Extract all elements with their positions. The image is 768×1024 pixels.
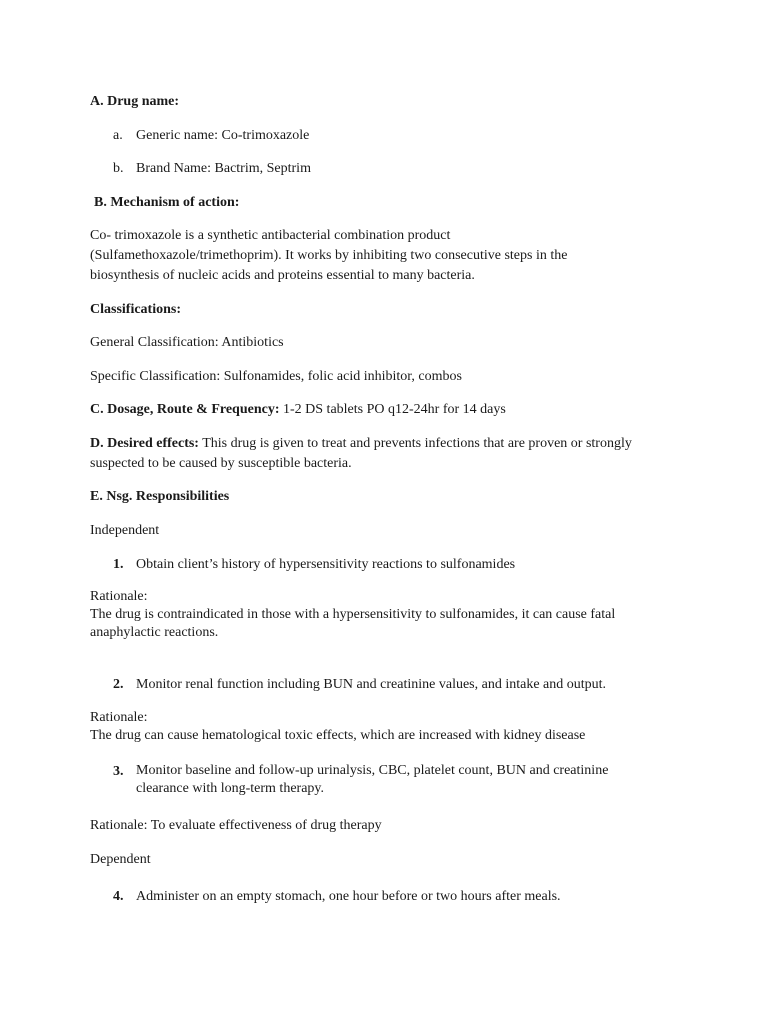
drug-name-heading: A. Drug name: <box>90 94 180 109</box>
rationale-text: The drug is contraindicated in those with a hypersensitivity to sulfonamides, it can cause fatal <box>90 607 616 622</box>
dosage-value: 1-2 DS tablets PO q12-24hr for 14 days <box>279 402 506 417</box>
rationale-label: Rationale: <box>90 710 148 725</box>
item-text: Obtain client’s history of hypersensitivity reactions to sulfonamides <box>136 557 516 572</box>
item-number: 4. <box>113 889 124 904</box>
mechanism-paragraph <box>90 226 690 286</box>
dosage-label: C. Dosage, Route & Frequency: <box>90 402 280 417</box>
generic-name: Generic name: Co-trimoxazole <box>136 128 310 143</box>
generic-name-marker: a. <box>113 128 123 143</box>
item-text: Administer on an empty stomach, one hour before or two hours after meals. <box>136 889 561 904</box>
rationale-inline: Rationale: To evaluate effectiveness of drug therapy <box>90 818 382 833</box>
rationale-block <box>90 588 690 642</box>
item-text-block <box>136 762 608 798</box>
item-number: 3. <box>113 764 124 779</box>
item-text: clearance with long-term therapy. <box>136 781 325 796</box>
classifications-heading: Classifications: <box>90 302 181 317</box>
specific-classification: Specific Classification: Sulfonamides, folic acid inhibitor, combos <box>90 369 462 384</box>
item-text: Monitor renal function including BUN and creatinine values, and intake and output. <box>136 677 607 692</box>
desired-effects-paragraph <box>90 434 690 474</box>
mechanism-line: (Sulfamethoxazole/trimethoprim). It works by inhibiting two consecutive steps in the <box>90 248 568 263</box>
rationale-text: anaphylactic reactions. <box>90 625 219 640</box>
brand-name: Brand Name: Bactrim, Septrim <box>136 161 311 176</box>
rationale-text: The drug can cause hematological toxic effects, which are increased with kidney disease <box>90 728 586 743</box>
desired-effects-text: This drug is given to treat and prevents infections that are proven or strongly <box>198 436 632 451</box>
mechanism-line: biosynthesis of nucleic acids and proteins essential to many bacteria. <box>90 268 475 283</box>
item-number: 1. <box>113 557 124 572</box>
rationale-label: Rationale: <box>90 589 148 604</box>
item-text: Monitor baseline and follow-up urinalysis, CBC, platelet count, BUN and creatinine <box>136 763 609 778</box>
brand-name-marker: b. <box>113 161 124 176</box>
dependent-label: Dependent <box>90 852 151 867</box>
desired-effects-label: D. Desired effects: <box>90 436 199 451</box>
independent-label: Independent <box>90 523 160 538</box>
general-classification: General Classification: Antibiotics <box>90 335 284 350</box>
mechanism-line: Co- trimoxazole is a synthetic antibacterial combination product <box>90 228 451 243</box>
responsibilities-heading: E. Nsg. Responsibilities <box>90 489 230 504</box>
mechanism-heading: B. Mechanism of action: <box>94 195 240 210</box>
rationale-block <box>90 709 690 745</box>
desired-effects-text: suspected to be caused by susceptible bacteria. <box>90 456 352 471</box>
item-number: 2. <box>113 677 124 692</box>
dosage-line <box>90 400 506 420</box>
